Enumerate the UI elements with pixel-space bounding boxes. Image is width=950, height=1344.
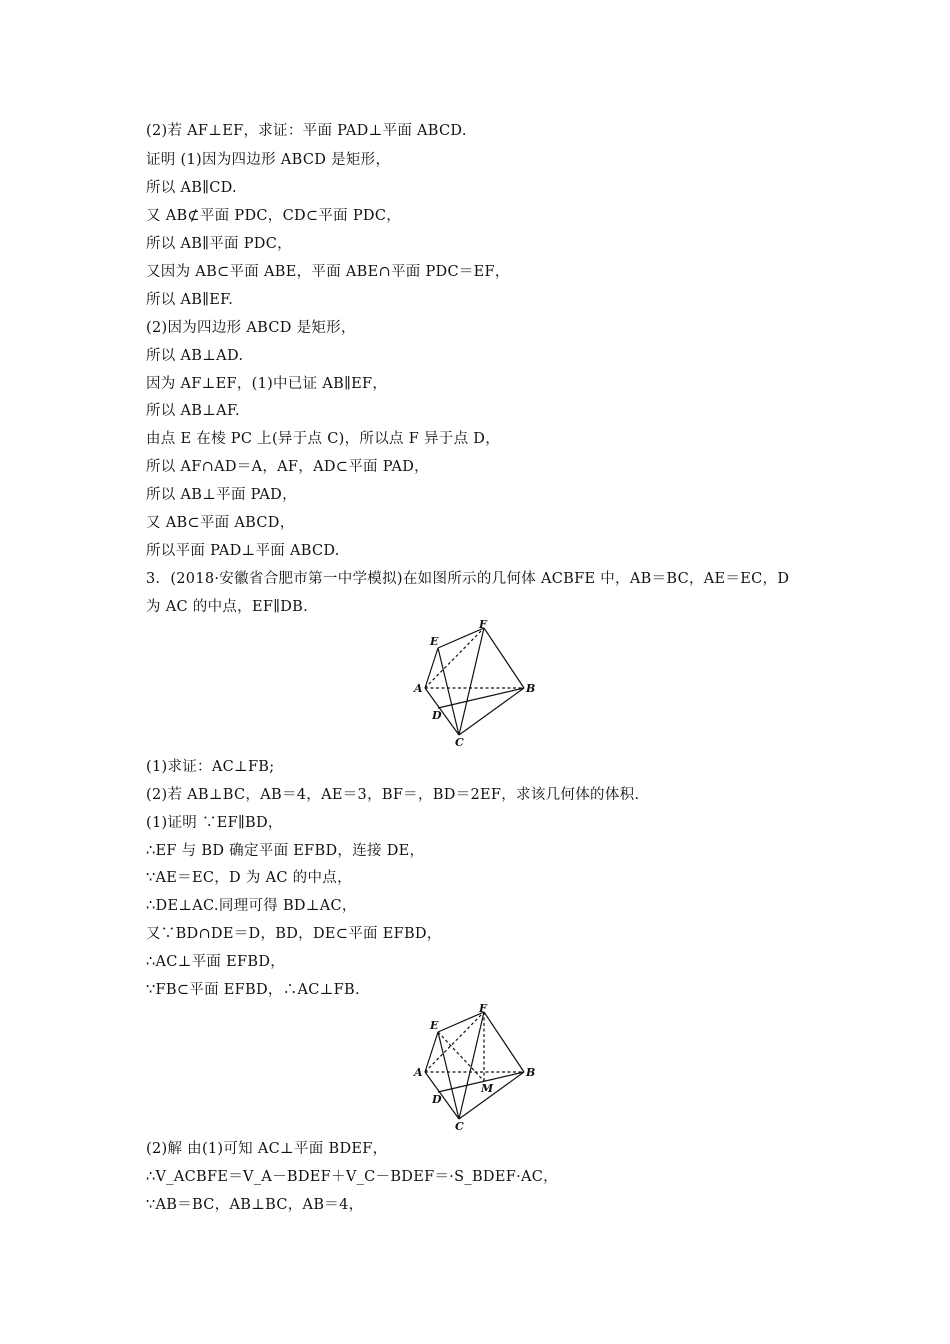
text-line: (2)若 AF⊥EF，求证：平面 PAD⊥平面 ABCD.	[146, 123, 467, 139]
label-m: M	[481, 1082, 494, 1095]
problem-3-statement: 3．(2018·安徽省合肥市第一中学模拟)在如图所示的几何体 ACBFE 中，AB＝BC，AE＝EC，D	[146, 571, 790, 587]
label-c: C	[455, 736, 464, 749]
edge-fb	[484, 1012, 524, 1072]
label-f: F	[479, 618, 487, 631]
label-c: C	[455, 1120, 464, 1133]
edge-ea	[425, 648, 438, 688]
text-line: 所以 AB⊥AD.	[146, 348, 244, 364]
text-line: (2)若 AB⊥BC，AB＝4，AE＝3，BF＝，BD＝2EF，求该几何体的体积.	[146, 787, 640, 803]
label-f: F	[479, 1002, 487, 1015]
text-line: 所以平面 PAD⊥平面 ABCD.	[146, 543, 340, 559]
text-line: 所以 AF∩AD＝A，AF，AD⊂平面 PAD，	[146, 459, 429, 475]
label-d: D	[432, 1093, 442, 1106]
edge-fb	[484, 628, 524, 688]
text-line: 所以 AB∥CD.	[146, 180, 237, 196]
label-b: B	[526, 1066, 536, 1079]
text-line: (1)求证：AC⊥FB;	[146, 759, 275, 775]
text-line: 为 AC 的中点，EF∥DB.	[146, 599, 309, 615]
text-line: 又 AB⊄平面 PDC，CD⊂平面 PDC，	[146, 208, 402, 224]
text-line: (2)因为四边形 ABCD 是矩形，	[146, 320, 356, 336]
text-line: ∵AB＝BC，AB⊥BC，AB＝4，	[146, 1197, 364, 1213]
label-e: E	[430, 1019, 439, 1032]
text-line: 由点 E 在棱 PC 上(异于点 C)，所以点 F 异于点 D，	[146, 431, 501, 447]
text-line: ∵AE＝EC，D 为 AC 的中点，	[146, 870, 352, 886]
edge-ef	[438, 1012, 484, 1032]
text-line: 所以 AB∥平面 PDC，	[146, 236, 292, 252]
text-line: ∴V_ACBFE＝V_A－BDEF＋V_C－BDEF＝·S_BDEF·AC，	[146, 1169, 558, 1185]
label-a: A	[414, 1066, 423, 1079]
text-line: ∴EF 与 BD 确定平面 EFBD，连接 DE，	[146, 843, 425, 859]
geometry-figure-2	[408, 1002, 542, 1134]
text-line: 所以 AB⊥平面 PAD，	[146, 487, 297, 503]
text-line: 所以 AB∥EF.	[146, 292, 234, 308]
geometry-figure-1	[408, 618, 542, 750]
text-line: 又 AB⊂平面 ABCD，	[146, 515, 295, 531]
label-a: A	[414, 682, 423, 695]
text-line: 因为 AF⊥EF，(1)中已证 AB∥EF，	[146, 376, 388, 392]
text-line: (1)证明 ∵EF∥BD，	[146, 815, 283, 831]
text-line: (2)解 由(1)可知 AC⊥平面 BDEF，	[146, 1141, 388, 1157]
label-b: B	[526, 682, 536, 695]
edge-ea	[425, 1032, 438, 1072]
edge-ef	[438, 628, 484, 648]
text-line: 证明 (1)因为四边形 ABCD 是矩形，	[146, 152, 391, 168]
text-line: 所以 AB⊥AF.	[146, 403, 240, 419]
label-e: E	[430, 635, 439, 648]
label-d: D	[432, 709, 442, 722]
text-line: ∴AC⊥平面 EFBD，	[146, 954, 286, 970]
text-line: 又因为 AB⊂平面 ABE，平面 ABE∩平面 PDC＝EF，	[146, 264, 510, 280]
text-line: 又∵BD∩DE＝D，BD，DE⊂平面 EFBD，	[146, 926, 442, 942]
text-line: ∵FB⊂平面 EFBD，∴AC⊥FB.	[146, 982, 360, 998]
text-line: ∴DE⊥AC.同理可得 BD⊥AC，	[146, 898, 357, 914]
